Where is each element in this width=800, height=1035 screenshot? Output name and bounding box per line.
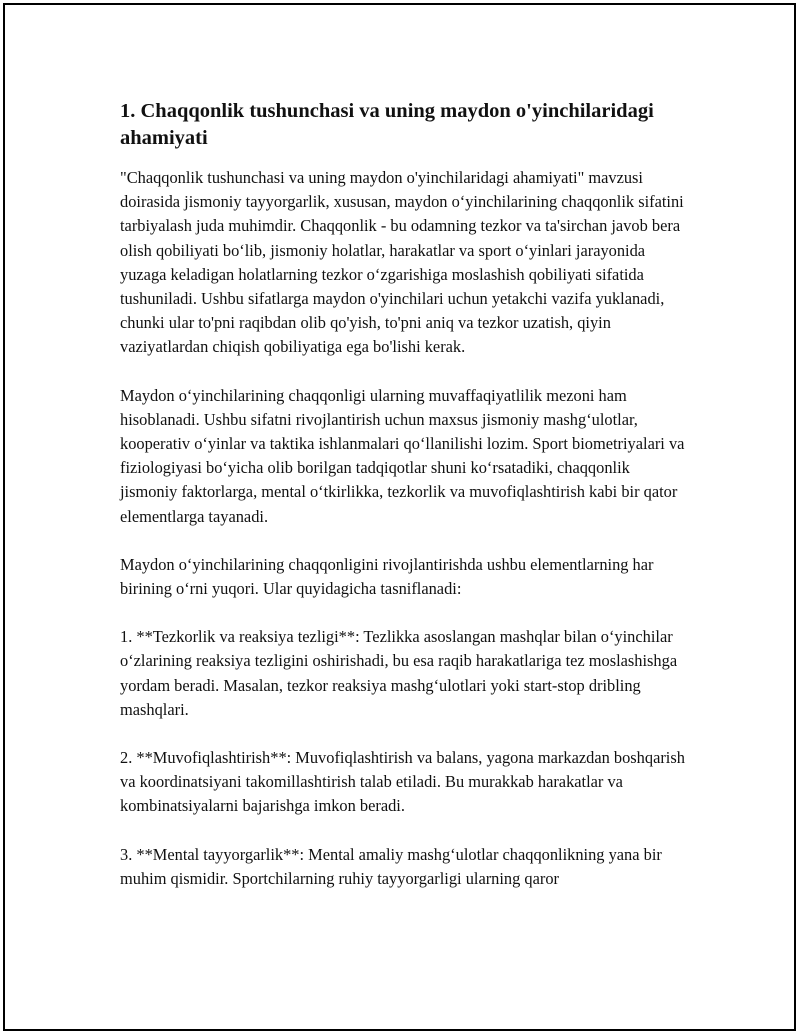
paragraph-elements-intro: Maydon o‘yinchilarining chaqqonligini rivojlantirishda ushbu elementlarning har birining o‘rni yuqori. Ular quyidagicha tasniflanadi: — [120, 554, 654, 599]
list-item-mental-preparation: 3. **Mental tayyorgarlik**: Mental amaliy mashg‘ulotlar chaqqonlikning yana bir muhim qismidir. Sportchilarning ruhiy tayyorgarligi ularning qaror — [120, 844, 662, 888]
list-item-speed-reaction: 1. **Tezkorlik va reaksiya tezligi**: Tezlikka asoslangan mashqlar bilan o‘yinchilar o‘zlarining reaksiya tezligini oshirishadi, bu esa raqib harakatlariga tez moslashishga yordam beradi. Masalan, tezkor reaksiya mashg‘ulotlari yoki start-stop dribling mashqlari. — [120, 627, 678, 719]
section-heading: 1. Chaqqonlik tushunchasi va uning maydon o'yinchilaridagi ahamiyati — [120, 100, 654, 149]
document-page — [3, 3, 796, 1031]
list-item-coordination: 2. **Muvofiqlashtirish**: Muvofiqlashtirish va balans, yagona markazdan boshqarish va koordinatsiyani takomillashtirish talab etiladi. Bu murakkab harakatlar va kombinatsiyalarni bajarishga imkon beradi. — [120, 748, 685, 816]
paragraph-intro: "Chaqqonlik tushunchasi va uning maydon o'yinchilaridagi ahamiyati" mavzusi doirasida jismoniy tayyorgarlik, xususan, maydon o‘yinchilarining chaqqonlik sifatini tarbiyalash juda muhimdir. Chaqqonlik - bu odamning tezkor va ta'sirchan javob bera olish qobiliyati bo‘lib, jismoniy holatlar, harakatlar va sport o‘yinlari jarayonida yuzaga keladigan holatlarning tezkor o‘zgarishiga moslashish qobiliyati sifatida tushuniladi. Ushbu sifatlarga maydon o'yinchilari uchun yetakchi vazifa yuklanadi, chunki ular to'pni raqibdan olib qo'yish, to'pni aniq va tezkor uzatish, qiyin vaziyatlardan chiqish qobiliyatiga ega bo'lishi kerak. — [120, 168, 684, 357]
paragraph-success-criterion: Maydon o‘yinchilarining chaqqonligi ularning muvaffaqiyatlilik mezoni ham hisoblanadi. Ushbu sifatni rivojlantirish uchun maxsus jismoniy mashg‘ulotlar, kooperativ o‘yinlar va taktika ishlanmalari qo‘llanilishi lozim. Sport biometriyalari va fiziologiyasi bo‘yicha olib borilgan tadqiqotlar shuni ko‘rsatadiki, chaqqonlik jismoniy faktorlarga, mental o‘tkirlikka, tezkorlik va muvofiqlashtirish kabi bir qator elementlarga tayanadi. — [120, 385, 685, 526]
document-body — [120, 98, 690, 915]
